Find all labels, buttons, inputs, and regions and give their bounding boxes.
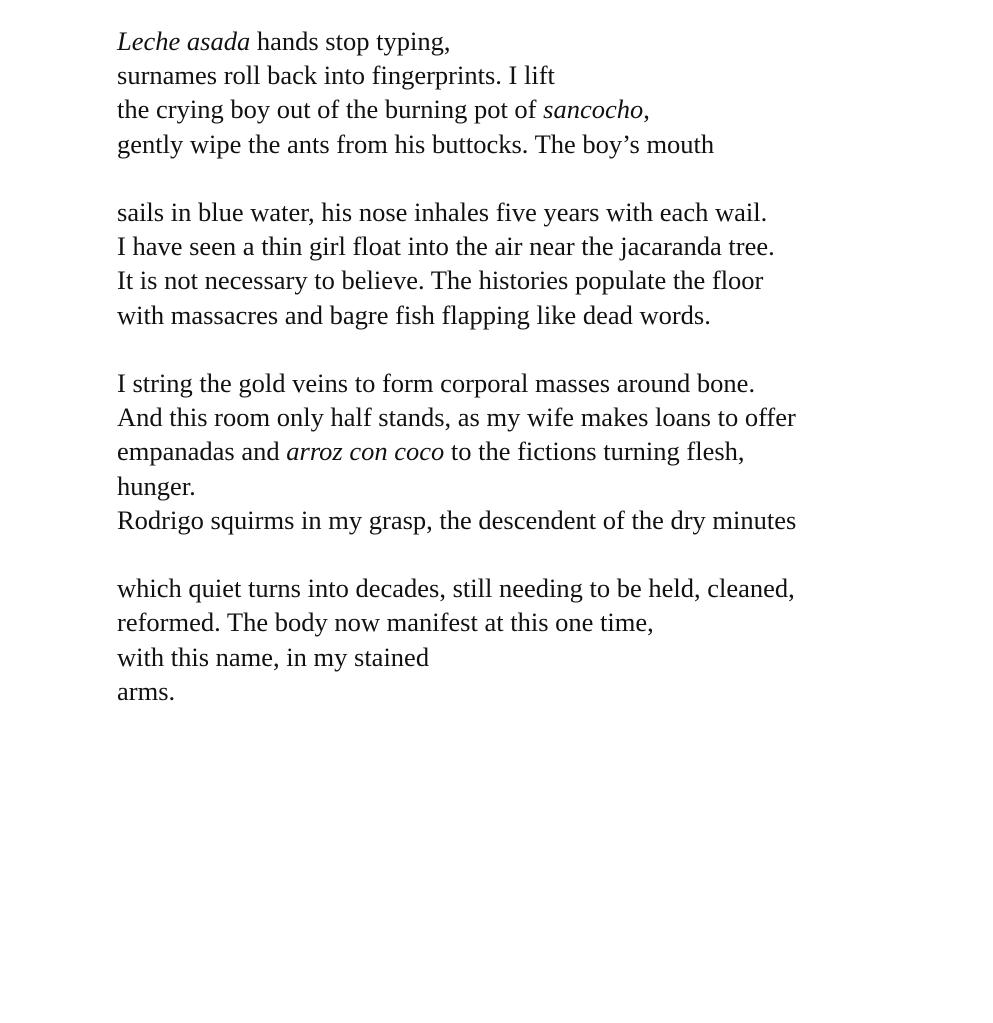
poem-line (117, 263, 977, 297)
line-text: with this name, in my stained (117, 641, 430, 672)
line-text: arms. (117, 675, 176, 706)
poem (117, 24, 977, 742)
line-text: with massacres and bagre fish flapping like dead words. (117, 299, 711, 330)
poem-stanza (117, 571, 977, 708)
poem-line (117, 640, 977, 674)
poem-line (117, 469, 977, 503)
poem-line (117, 92, 977, 126)
italic-phrase: arroz con coco (286, 436, 445, 467)
line-text: I have seen a thin girl float into the air near the jacaranda tree. (117, 231, 775, 262)
poem-line (117, 674, 977, 708)
poem-line (117, 605, 977, 639)
line-text: sails in blue water, his nose inhales five years with each wail. (117, 197, 768, 227)
line-text: hands stop typing, (250, 26, 451, 56)
poem-line (117, 400, 977, 434)
poem-line (117, 434, 977, 468)
poem-line (117, 571, 977, 605)
line-text: And this room only half stands, as my wife makes loans to offer (117, 402, 796, 433)
line-text: which quiet turns into decades, still needing to be held, cleaned, (117, 573, 795, 604)
poem-line (117, 298, 977, 332)
poem-stanza (117, 195, 977, 332)
poem-stanza (117, 366, 977, 537)
poem-line (117, 503, 977, 537)
poem-line (117, 58, 977, 92)
poem-line (117, 127, 977, 161)
line-text: I string the gold veins to form corporal masses around bone. (117, 368, 756, 398)
line-text: Rodrigo squirms in my grasp, the descendent of the dry minutes (117, 504, 797, 535)
line-text: the crying boy out of the burning pot of (117, 94, 544, 125)
line-text: empanadas and (117, 436, 287, 467)
poem-line (117, 195, 977, 229)
poem-stanza (117, 24, 977, 161)
italic-phrase: sancocho (543, 94, 644, 125)
line-text: to the fictions turning flesh, (444, 436, 745, 467)
line-text: hunger. (117, 470, 196, 501)
line-text: reformed. The body now manifest at this one time, (117, 607, 654, 638)
line-text: gently wipe the ants from his buttocks. The boy’s mouth (117, 128, 715, 159)
line-text: surnames roll back into fingerprints. I lift (117, 60, 555, 91)
poem-line (117, 366, 977, 400)
line-text: It is not necessary to believe. The histories populate the floor (117, 265, 764, 296)
italic-phrase: Leche asada (117, 26, 251, 56)
poem-line (117, 229, 977, 263)
poem-line (117, 24, 977, 58)
line-text: , (643, 94, 650, 125)
